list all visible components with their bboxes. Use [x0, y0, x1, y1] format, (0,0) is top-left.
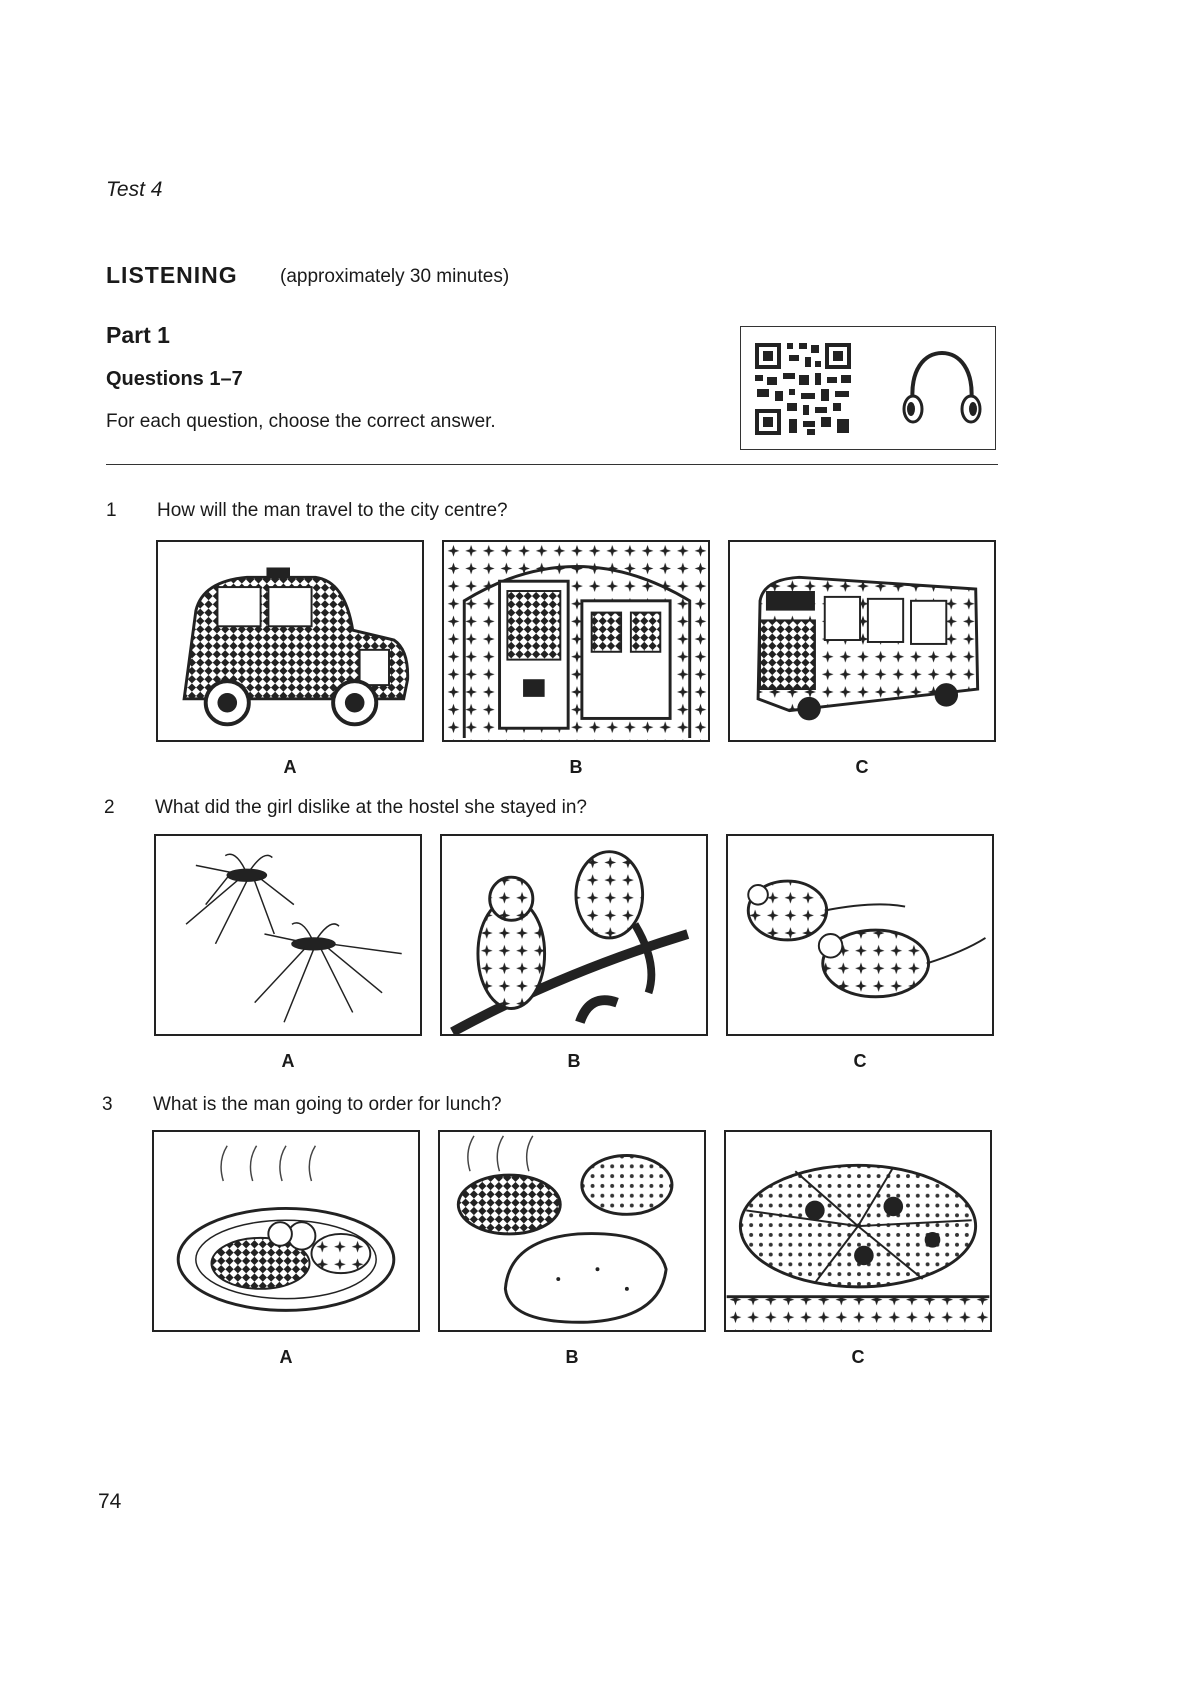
option-label: B	[569, 757, 583, 777]
audio-box[interactable]	[740, 326, 996, 450]
option-label: A	[281, 1051, 295, 1071]
option-picture-mice[interactable]	[726, 834, 994, 1036]
section-title: LISTENING	[106, 262, 238, 288]
option-label: C	[851, 1347, 865, 1367]
question-text: What is the man going to order for lunch?	[153, 1094, 502, 1115]
page-number: 74	[98, 1490, 122, 1513]
option-picture-soup-and-bread[interactable]	[438, 1130, 706, 1332]
option-label: A	[283, 757, 297, 777]
question-text: How will the man travel to the city centre?	[157, 500, 508, 521]
question-number: 3	[102, 1094, 113, 1115]
option-label: B	[567, 1051, 581, 1071]
option-picture-taxi[interactable]	[156, 540, 424, 742]
option-picture-mosquitoes[interactable]	[154, 834, 422, 1036]
question-number: 2	[104, 797, 115, 818]
option-picture-underground-train[interactable]	[442, 540, 710, 742]
question-text: What did the girl dislike at the hostel she stayed in?	[155, 797, 587, 818]
option-picture-bus[interactable]	[728, 540, 996, 742]
option-picture-meat-and-vegetables-plate[interactable]	[152, 1130, 420, 1332]
option-label: C	[853, 1051, 867, 1071]
option-label: A	[279, 1347, 293, 1367]
option-label: C	[855, 757, 869, 777]
question-number: 1	[106, 500, 117, 521]
option-picture-pizza[interactable]	[724, 1130, 992, 1332]
headphones-icon	[901, 349, 983, 429]
qr-code-icon[interactable]	[753, 341, 853, 437]
test-label: Test 4	[106, 178, 163, 201]
section-subtitle: (approximately 30 minutes)	[280, 266, 510, 287]
part-title: Part 1	[106, 322, 170, 348]
section-divider	[106, 464, 998, 465]
questions-range: Questions 1–7	[106, 368, 243, 390]
instruction-text: For each question, choose the correct answer.	[106, 411, 496, 432]
option-picture-cats[interactable]	[440, 834, 708, 1036]
option-label: B	[565, 1347, 579, 1367]
